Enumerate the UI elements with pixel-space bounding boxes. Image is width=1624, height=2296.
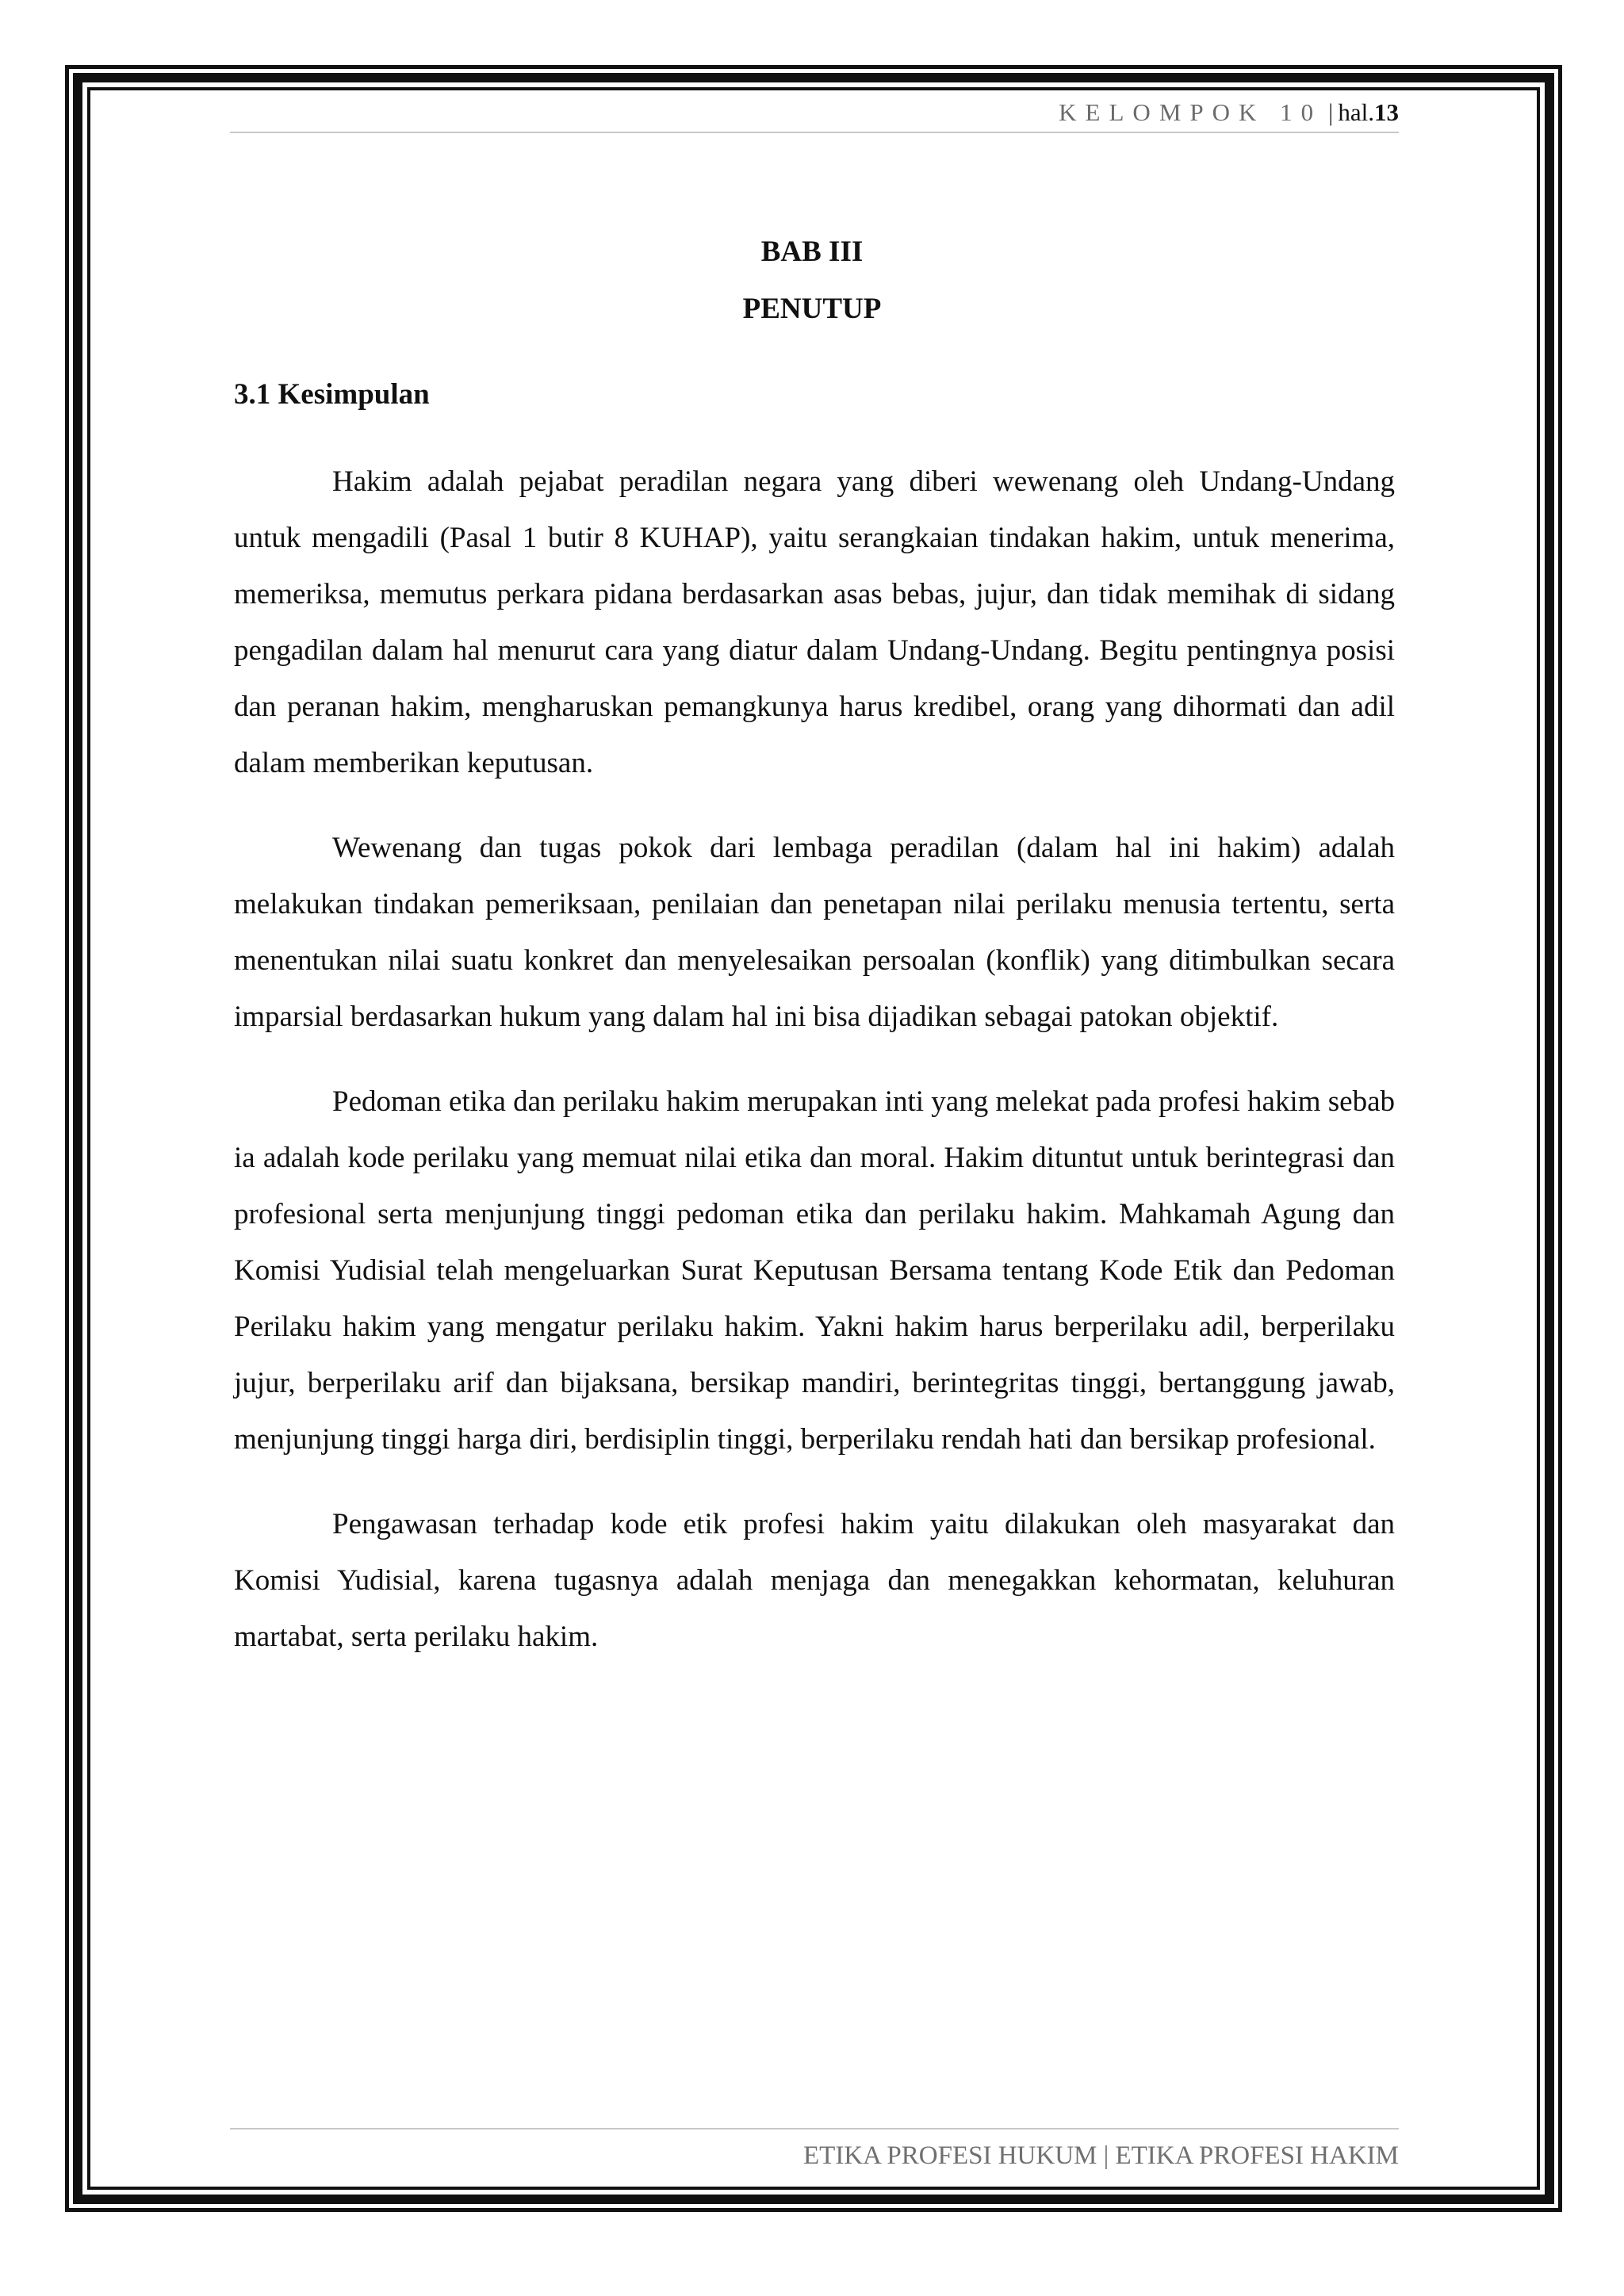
header-page-number: 13 [1374, 98, 1399, 126]
header-page-prefix: hal. [1338, 98, 1374, 126]
body-text [234, 453, 1395, 1665]
chapter-title: PENUTUP [742, 293, 882, 325]
page-header [230, 95, 1399, 130]
footer-rule [230, 2128, 1399, 2130]
header-rule [230, 132, 1399, 133]
page-footer: ETIKA PROFESI HUKUM | ETIKA PROFESI HAKIM [803, 2141, 1399, 2170]
paragraph: Pengawasan terhadap kode etik profesi hakim yaitu dilakukan oleh masyarakat dan Komisi Yudisial, karena tugasnya adalah menjaga dan menegakkan kehormatan, keluhuran martabat, serta perilaku hakim. [234, 1508, 1395, 1653]
header-separator: | [1328, 98, 1334, 126]
paragraph: Wewenang dan tugas pokok dari lembaga peradilan (dalam hal ini hakim) adalah melakukan tindakan pemeriksaan, penilaian dan penetapan nilai perilaku menusia tertentu, serta menentukan nilai suatu konkret dan menyelesaikan persoalan (konflik) yang ditimbulkan secara imparsial berdasarkan hukum yang dalam hal ini bisa dijadikan sebagai patokan objektif. [234, 832, 1395, 1033]
paragraph: Pedoman etika dan perilaku hakim merupakan inti yang melekat pada profesi hakim sebab ia adalah kode perilaku yang memuat nilai etika dan moral. Hakim dituntut untuk berintegrasi dan profesional serta menjunjung tinggi pedoman etika dan perilaku hakim. Mahkamah Agung dan Komisi Yudisial telah mengeluarkan Surat Keputusan Bersama tentang Kode Etik dan Pedoman Perilaku hakim yang mengatur perilaku hakim. Yakni hakim harus berperilaku adil, berperilaku jujur, berperilaku arif dan bijaksana, bersikap mandiri, berintegritas tinggi, bertanggung jawab, menjunjung tinggi harga diri, berdisiplin tinggi, berperilaku rendah hati dan bersikap profesional. [234, 1085, 1395, 1456]
chapter-number: BAB III [760, 235, 864, 268]
paragraph: Hakim adalah pejabat peradilan negara yang diberi wewenang oleh Undang-Undang untuk mengadili (Pasal 1 butir 8 KUHAP), yaitu serangkaian tindakan hakim, untuk menerima, memeriksa, memutus perkara pidana berdasarkan asas bebas, jujur, dan tidak memihak di sidang pengadilan dalam hal menurut cara yang diatur dalam Undang-Undang. Begitu pentingnya posisi dan peranan hakim, mengharuskan pemangkunya harus kredibel, orang yang dihormati dan adil dalam memberikan keputusan. [234, 465, 1395, 779]
header-group-name: KELOMPOK 10 [1059, 98, 1323, 126]
section-heading: 3.1 Kesimpulan [234, 378, 430, 411]
